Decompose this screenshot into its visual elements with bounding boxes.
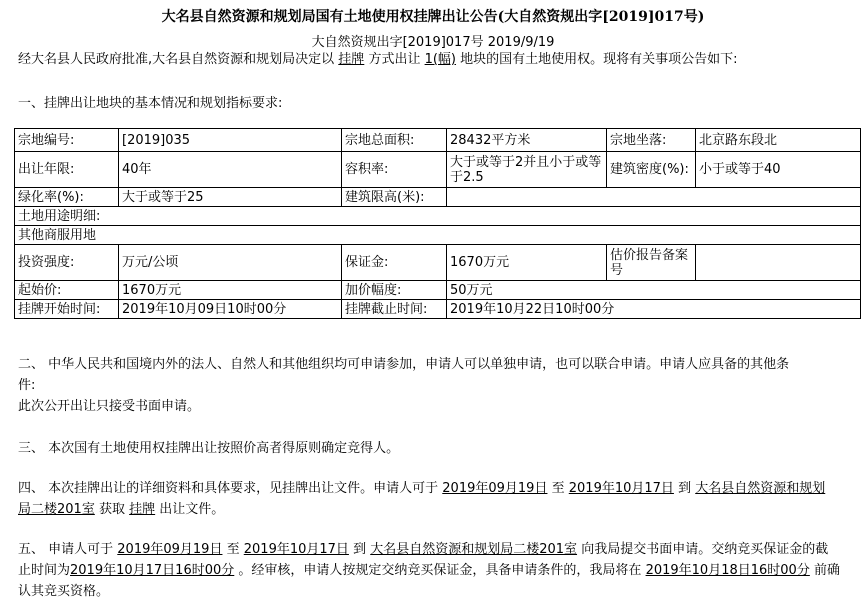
section-4-start-date: 2019年09月19日 — [442, 481, 548, 496]
table-row — [15, 226, 861, 245]
section-4-text: 出让文件。 — [159, 502, 225, 517]
table-cell: 50万元 — [447, 281, 861, 300]
section-5-text: 。经审核，申请人按规定交纳竞买保证金，具备申请条件的，我局将在 — [238, 563, 642, 578]
table-cell: 1670万元 — [447, 245, 607, 281]
section-5-line-1 — [18, 539, 854, 560]
section-5-text: 止时间为 — [18, 563, 71, 578]
document-number-line — [0, 31, 866, 50]
section-5-end-date: 2019年10月17日 — [243, 542, 349, 557]
table-row — [15, 300, 861, 319]
section-5-qualification-date: 2019年10月18日16时00分 — [645, 563, 810, 578]
table-label: 估价报告备案号 — [607, 245, 696, 281]
table-label: 挂牌开始时间: — [15, 300, 119, 319]
intro-method: 挂牌 — [338, 52, 365, 67]
table-row — [15, 245, 861, 281]
table-cell — [447, 188, 861, 207]
section-4-text: 获取 — [98, 502, 125, 517]
table-cell: 小于或等于40 — [696, 152, 861, 188]
intro-paragraph — [18, 51, 858, 69]
table-label: 宗地编号: — [15, 129, 119, 152]
table-label: 建筑密度(%): — [607, 152, 696, 188]
section-4-text: 至 — [551, 481, 565, 496]
section-3: 三、 本次国有土地使用权挂牌出让按照价高者得原则确定竞得人。 — [18, 441, 400, 456]
document-date: 2019/9/19 — [487, 35, 555, 50]
table-cell: 1670万元 — [119, 281, 342, 300]
intro-count: 1(幅) — [424, 52, 457, 67]
section-2-line: 件: — [18, 378, 36, 393]
section-1-heading: 一、挂牌出让地块的基本情况和规划指标要求: — [18, 96, 283, 111]
table-row — [15, 281, 861, 300]
table-cell: 大于或等于2并且小于或等于2.5 — [447, 152, 607, 188]
section-5-text: 五、 申请人可于 — [18, 542, 114, 557]
table-label: 建筑限高(米): — [342, 188, 447, 207]
parcel-info-table — [14, 128, 861, 319]
table-label: 绿化率(%): — [15, 188, 119, 207]
section-4-location: 局二楼201室 — [18, 502, 95, 517]
section-5-start-date: 2019年09月19日 — [117, 542, 223, 557]
table-label: 起始价: — [15, 281, 119, 300]
table-cell: 40年 — [119, 152, 342, 188]
section-2 — [18, 354, 854, 417]
table-cell: 其他商服用地 — [15, 226, 861, 245]
section-5-location: 大名县自然资源和规划局二楼201室 — [370, 542, 578, 557]
page-title: 大名县自然资源和规划局国有土地使用权挂牌出让公告(大自然资规出字[2019]017号) — [161, 9, 705, 25]
section-4-line-1 — [18, 478, 854, 499]
section-4-method: 挂牌 — [129, 502, 156, 517]
table-cell: 28432平方米 — [447, 129, 607, 152]
document-number: 大自然资规出字[2019]017号 — [311, 35, 484, 50]
section-4 — [18, 478, 854, 520]
table-row — [15, 207, 861, 226]
table-label: 宗地坐落: — [607, 129, 696, 152]
section-4-end-date: 2019年10月17日 — [568, 481, 674, 496]
section-5-text: 前确 — [813, 563, 840, 578]
table-label: 投资强度: — [15, 245, 119, 281]
section-5-text: 至 — [226, 542, 240, 557]
table-cell: 万元/公顷 — [119, 245, 342, 281]
section-4-text: 四、 本次挂牌出让的详细资料和具体要求，见挂牌出让文件。申请人可于 — [18, 481, 439, 496]
table-cell: [2019]035 — [119, 129, 342, 152]
table-cell: 大于或等于25 — [119, 188, 342, 207]
section-5-line-3: 认其竞买资格。 — [18, 584, 110, 599]
intro-text-2: 方式出让 — [368, 52, 421, 67]
section-2-line: 此次公开出让只接受书面申请。 — [18, 399, 201, 414]
table-label: 加价幅度: — [342, 281, 447, 300]
section-5-deposit-deadline: 2019年10月17日16时00分 — [70, 563, 235, 578]
table-label: 土地用途明细: — [15, 207, 861, 226]
section-2-line: 二、 中华人民共和国境内外的法人、自然人和其他组织均可申请参加，申请人可以单独申请，也可以联合申请。申请人应具备的其他条 — [18, 357, 790, 372]
table-cell: 北京路东段北 — [696, 129, 861, 152]
table-row — [15, 188, 861, 207]
section-5 — [18, 539, 854, 602]
table-label: 出让年限: — [15, 152, 119, 188]
table-label: 挂牌截止时间: — [342, 300, 447, 319]
section-4-text: 到 — [678, 481, 692, 496]
section-5-text: 到 — [353, 542, 367, 557]
section-5-line-2 — [18, 560, 854, 581]
table-row — [15, 129, 861, 152]
table-row — [15, 152, 861, 188]
section-4-line-2 — [18, 499, 854, 520]
intro-text-3: 地块的国有土地使用权。现将有关事项公告如下: — [460, 52, 738, 67]
table-label: 宗地总面积: — [342, 129, 447, 152]
table-label: 保证金: — [342, 245, 447, 281]
table-cell: 2019年10月22日10时00分 — [447, 300, 861, 319]
table-cell — [696, 245, 861, 281]
table-cell: 2019年10月09日10时00分 — [119, 300, 342, 319]
table-label: 容积率: — [342, 152, 447, 188]
intro-text-1: 经大名县人民政府批准,大名县自然资源和规划局决定以 — [18, 52, 335, 67]
section-5-text: 向我局提交书面申请。交纳竞买保证金的截 — [581, 542, 829, 557]
section-4-location: 大名县自然资源和规划 — [695, 481, 826, 496]
